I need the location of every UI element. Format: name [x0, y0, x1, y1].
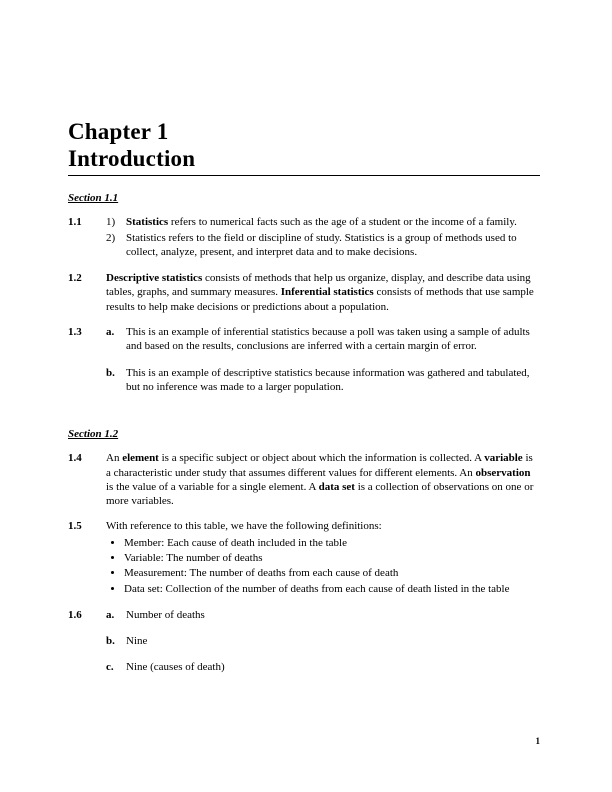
exercise-1-1 [68, 215, 540, 260]
term-variable: variable [484, 452, 523, 465]
exercise-number: 1.4 [68, 452, 82, 465]
exercise-number: 1.3 [68, 326, 82, 339]
chapter-title: Introduction [68, 146, 196, 172]
definition-list [106, 536, 540, 596]
exercise-body [106, 519, 540, 596]
part-label: c. [106, 661, 114, 674]
exercise-body [106, 608, 540, 687]
answer-part [106, 634, 540, 648]
term-data-set: data set [318, 480, 355, 493]
term-observation: observation [475, 466, 531, 479]
exercise-number: 1.2 [68, 272, 82, 285]
run-in-2: is a specific subject or object about which the information is collected. A [158, 452, 485, 465]
term-statistics: Statistics [126, 216, 169, 229]
answer-part [106, 325, 540, 354]
sub-item [106, 215, 540, 229]
exercise-number: 1.6 [68, 608, 82, 621]
run-in-6: is the value of a variable for a single element. A [106, 480, 319, 493]
exercise-1-5 [68, 519, 540, 596]
part-label: a. [106, 326, 115, 339]
chapter-label: Chapter 1 [68, 119, 169, 144]
part-text: Nine (causes of death) [126, 661, 225, 674]
term-inferential-statistics: Inferential statistics [280, 286, 374, 299]
sub-item [106, 231, 540, 260]
part-label: a. [106, 608, 115, 621]
exercise-body [106, 451, 540, 508]
page-number: 1 [535, 736, 540, 746]
paragraph-mid: consists of methods that help us organize, display, and describe data using tables, graphs, and summary measures. [106, 272, 531, 299]
exercise-1-2 [68, 271, 540, 314]
sub-item-text: Statistics refers to the field or discipline of study. Statistics is a group of methods used to collect, analyze, present, and interpret data and to make decisions. [126, 231, 517, 258]
run-in-4: is a characteristic under study that assumes different values for different elements. An [106, 452, 533, 479]
exercise-body [106, 325, 540, 406]
sub-item-label: 1) [106, 216, 116, 229]
answer-part [106, 366, 540, 395]
sub-item-label: 2) [106, 231, 116, 244]
sub-item-rest: refers to numerical facts such as the age of a student or the income of a family. [168, 216, 517, 229]
list-item: • Data set: Collection of the number of deaths from each cause of death listed in the table [124, 582, 540, 596]
exercise-number: 1.1 [68, 216, 82, 229]
answer-part [106, 660, 540, 674]
run-in-0: An [106, 452, 123, 465]
exercise-1-4 [68, 451, 540, 508]
paragraph-tail: consists of methods that use sample results to help make decisions or predictions about a population. [106, 286, 534, 313]
part-label: b. [106, 635, 115, 648]
section-heading-1-2: Section 1.2 [68, 428, 119, 441]
list-item: • Member: Each cause of death included in the table [124, 536, 540, 550]
list-item: • Variable: The number of deaths [124, 551, 540, 565]
exercise-lead: With reference to this table, we have the following definitions: [106, 520, 382, 533]
term-descriptive-statistics: Descriptive statistics [106, 272, 203, 285]
answer-part [106, 608, 540, 622]
part-text: Number of deaths [126, 608, 205, 621]
part-text: This is an example of inferential statistics because a poll was taken using a sample of adults and based on the results, conclusions are inferred with a certain margin of error. [126, 326, 530, 353]
title-divider [68, 175, 540, 176]
exercise-1-6 [68, 608, 540, 687]
part-text: This is an example of descriptive statistics because information was gathered and tabulated, but no inference was made to a larger population. [126, 366, 530, 393]
list-item: • Measurement: The number of deaths from each cause of death [124, 566, 540, 580]
exercise-body [106, 215, 540, 260]
exercise-number: 1.5 [68, 520, 82, 533]
exercise-body [106, 271, 540, 314]
term-element: element [122, 452, 159, 465]
part-label: b. [106, 366, 115, 379]
section-heading-1-1: Section 1.1 [68, 192, 119, 205]
run-in-8: is a collection of observations on one or more variables. [106, 480, 534, 508]
sub-item-text [126, 215, 540, 229]
part-text: Nine [126, 635, 148, 648]
exercise-1-3 [68, 325, 540, 406]
